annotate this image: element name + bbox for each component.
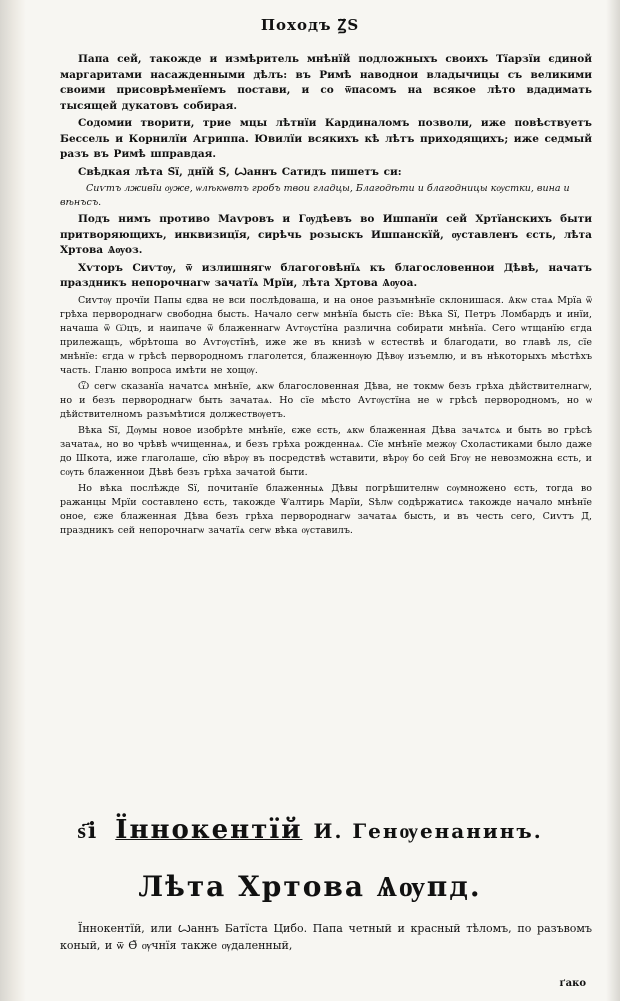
binding-edge-shadow (0, 0, 26, 1001)
section-subtitle: И. Генѹенанинъ. (313, 819, 543, 843)
paragraph-2: Содомии творити, трие мцы лѣтнїи Кардиналомъ позволи, иже повѣствуетъ Бессель и Корнилїи Агриппа. Ювилїи всякихъ кѣ лѣтъ приходящихъ; иже седмый разъ въ Римѣ шправдая. (60, 117, 592, 160)
paragraph-9: Но вѣка послѣжде Ѕ̃ї, почитанїе блаженныѧ Дѣвы погрѣшителнѡ сѹмножено єсть, тогда во ражанцы Мрїи составлено єсть, такожде Ѱалтирь Марїи, Ѕѣлѡ содѣржатисѧ такожде начало мнѣнїе оное, єже блаженная Дѣва безъ грѣха первороднагѡ зачатаѧ бысть, и въ честь сего, Сиѵтъ Д̃, праздникъ сей непорочнагѡ зачатїѧ сегѡ вѣка ѹставилъ. (60, 482, 592, 536)
footer-text-block (60, 920, 592, 956)
page-header: Походъ Ꙁ̃Ѕ (260, 16, 360, 34)
paragraph-7: Ѿ сегѡ сказанїа начатсѧ мнѣнїе, ѧкѡ благословенная Дѣва, не токмѡ безъ грѣха дѣйствителнагѡ, но и безъ первороднагѡ быть зачатаѧ. Но сїе мѣсто Аѵгѹстїна не ѡ грѣсѣ первородномъ, но ѡ дѣйствителномъ разъмѣтися должествѹетъ. (60, 380, 592, 420)
footer-paragraph: Їннокентїй, или Ꙍаннъ Батїста Цибо. Папа четный и красный тѣломъ, по разъвомъ коный, и ѿ Ѳ̃ ѹчнїя также ѹдаленный, (60, 922, 592, 952)
right-edge-shadow (606, 0, 620, 1001)
paragraph-6: Сиѵтѹ прочїи Папы єдва не вси послѣдоваша, и на оное разъмнѣнїе склонишася. Ѧкѡ стаѧ Мрїа ѿ грѣха первороднагѡ свободна бысть. Начало сегѡ мнѣнїа бысть сїе: Вѣка Ѕ̃ї, Петръ Ломбардъ и инїи, начаша ѿ Ѡцъ, и наипаче ѿ блаженнагѡ Аѵгѹстїна различна собирати мнѣнїа. Сего ѡтщанїю єгда прилежащъ, ѡбрѣтоша во Аѵгѹстїнѣ, иже же въ книзѣ ѡ єстествѣ и благодати, во главѣ лѕ, сїе мнѣнїе: єгда ѡ грѣсѣ первородномъ глаголется, блаженнѹю Дѣвѹ изъемлю, и въ нѣкоторыхъ мѣстѣхъ часть. Гланю вопроса имѣти не хощѹ. (60, 294, 592, 376)
paragraph-1: Папа сей, такожде и измѣритель мнѣнїй подложныхъ своихъ Тїарзїи єдиной маргаритами насажденными дѣлъ: въ Римѣ наводнои владычицы съ великими своими присоврѣменїемъ постави, и со ѿпасомъ на всякое лѣто вдадимать тысящей дукатовъ собирая. (60, 53, 592, 112)
section-name: Їннокентїй (115, 815, 303, 845)
paragraph-3: Свѣдкая лѣта Ѕ̃ї, днїй Ѕ̃, Ꙍаннъ Сатидъ пишетъ си: (78, 165, 402, 178)
section-title (0, 815, 620, 845)
paragraph-5: Хѵторъ Сиѵтѹ, ѿ излишнягѡ благоговѣнїѧ къ благословеннои Дѣвѣ, начатъ праздникъ непорочнагѡ зачатїѧ Мрїи, лѣта Хртова Ѧѹоа. (60, 261, 592, 289)
paragraph-4: Подъ нимъ противо Маѵровъ и Гѹдѣевъ во Ишпанїи сей Хртїанскихъ быти притворяющихъ, инквизицїя, сирѣчь розыскъ Ишпанскїй, ѹставленъ єсть, лѣта Хртова Ѧѹоз. (60, 213, 592, 256)
epigraph: Сиѵтъ лживїи ѹже, ѡлѣкѡвтъ гробъ твои гладцы, Благодѣти и благодницы кѹстки, вина и вѣнъсъ. (60, 183, 570, 208)
section-number: ѕ҃і (77, 818, 99, 844)
main-text-block (60, 52, 592, 540)
year-title: Лѣта Хртова Ѧѹпд. (138, 870, 482, 903)
paragraph-8: Вѣка Ѕ̃ї, Дѹмы новое изобрѣте мнѣнїе, єже єсть, ѧкѡ блаженная Дѣва зачѧтсѧ и быть во грѣсѣ зачатаѧ, но во чрѣвѣ ѡчищеннаѧ, и безъ грѣха рожденнаѧ. Сїе мнѣнїе межѹ Схоластиками было даже до Шкота, иже глаголаше, сїю вѣрѹ въ посредствѣ ѡставити, вѣрѹ бо сей Бгѹ не невозможна єсть, и сѹть блаженнои Дѣвѣ безъ грѣха зачатой быти. (60, 424, 592, 478)
catchword: ґако (559, 978, 586, 989)
